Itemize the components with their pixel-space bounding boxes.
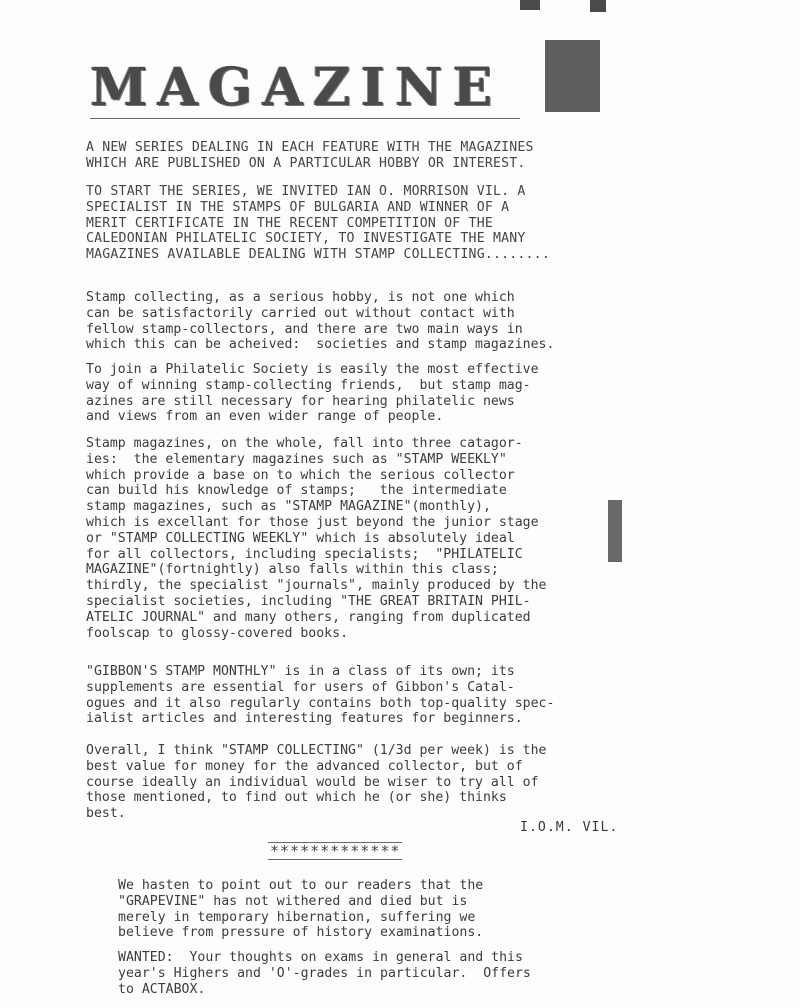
ink-smudge-top	[520, 0, 540, 10]
text-line: can build his knowledge of stamps; the intermediate	[86, 483, 507, 499]
text-line: way of winning stamp-collecting friends, but stamp mag-	[86, 377, 531, 393]
text-line: to ACTABOX.	[118, 981, 206, 997]
article-paragraph-4	[86, 664, 554, 727]
article-paragraph-3	[86, 436, 547, 641]
text-line: can be satisfactorily carried out without contact with	[86, 305, 515, 321]
article-paragraph-5	[86, 743, 547, 822]
text-line: Stamp collecting, as a serious hobby, is not one which	[86, 290, 515, 305]
text-line: which provide a base on to which the serious collector	[86, 467, 515, 483]
text-line: those mentioned, to find out which he (or she) thinks	[86, 790, 507, 806]
text-line: WHICH ARE PUBLISHED ON A PARTICULAR HOBBY OR INTEREST.	[86, 155, 526, 171]
section-divider: *************	[270, 842, 401, 860]
text-line: thirdly, the specialist "journals", mainly produced by the	[86, 578, 547, 594]
masthead-rule	[90, 118, 520, 119]
masthead-title: MAGAZINE	[90, 57, 503, 118]
text-line: SPECIALIST IN THE STAMPS OF BULGARIA AND WINNER OF A	[86, 199, 510, 215]
article-signature: I.O.M. VIL.	[520, 820, 619, 835]
article-paragraph-1	[86, 290, 554, 353]
text-line: course ideally an individual would be wiser to try all of	[86, 774, 539, 790]
note-paragraph-2	[118, 950, 531, 997]
text-line: MAGAZINE"(fortnightly) also falls within this class;	[86, 562, 499, 578]
article-paragraph-2	[86, 362, 539, 425]
text-line: "GIBBON'S STAMP MONTHLY" is in a class of its own; its	[86, 664, 515, 679]
text-line: To join a Philatelic Society is easily the most effective	[86, 362, 539, 377]
text-line: ATELIC JOURNAL" and many others, ranging from duplicated	[86, 609, 531, 625]
text-line: specialist societies, including "THE GREAT BRITAIN PHIL-	[86, 593, 531, 609]
text-line: A NEW SERIES DEALING IN EACH FEATURE WITH THE MAGAZINES	[86, 140, 534, 155]
text-line: MAGAZINES AVAILABLE DEALING WITH STAMP COLLECTING........	[86, 247, 550, 263]
text-line: year's Highers and 'O'-grades in particular. Offers	[118, 965, 531, 981]
text-line: Stamp magazines, on the whole, fall into three catagor-	[86, 436, 523, 451]
text-line: Overall, I think "STAMP COLLECTING" (1/3d per week) is the	[86, 743, 547, 758]
text-line: and views from an even wider range of people.	[86, 409, 444, 425]
text-line: WANTED: Your thoughts on exams in general and this	[118, 950, 523, 965]
text-line: supplements are essential for users of Gibbon's Catal-	[86, 679, 515, 695]
text-line: believe from pressure of history examinations.	[118, 925, 484, 941]
ink-smudge-top-right	[590, 0, 606, 12]
text-line: best value for money for the advanced collector, but of	[86, 758, 523, 774]
text-line: fellow stamp-collectors, and there are two main ways in	[86, 321, 523, 337]
text-line: ies: the elementary magazines such as "STAMP WEEKLY"	[86, 451, 507, 467]
text-line: "GRAPEVINE" has not withered and died but is	[118, 893, 468, 909]
text-line: best.	[86, 806, 126, 822]
text-line: stamp magazines, such as "STAMP MAGAZINE"(monthly),	[86, 499, 491, 515]
text-line: We hasten to point out to our readers that the	[118, 878, 484, 893]
text-line: for all collectors, including specialists; "PHILATELIC	[86, 546, 523, 562]
intro-paragraph-1	[86, 140, 534, 172]
ink-smudge-masthead	[545, 40, 600, 112]
text-line: merely in temporary hibernation, suffering we	[118, 909, 476, 925]
text-line: CALEDONIAN PHILATELIC SOCIETY, TO INVESTIGATE THE MANY	[86, 231, 526, 247]
text-line: azines are still necessary for hearing philatelic news	[86, 393, 515, 409]
text-line: TO START THE SERIES, WE INVITED IAN O. MORRISON VIL. A	[86, 184, 526, 199]
intro-paragraph-2	[86, 184, 550, 263]
note-paragraph-1	[118, 878, 483, 941]
text-line: or "STAMP COLLECTING WEEKLY" which is absolutely ideal	[86, 530, 515, 546]
ink-smudge-margin	[608, 500, 622, 562]
text-line: ogues and it also regularly contains both top-quality spec-	[86, 695, 555, 711]
text-line: ialist articles and interesting features for beginners.	[86, 711, 523, 727]
text-line: MERIT CERTIFICATE IN THE RECENT COMPETITION OF THE	[86, 215, 493, 231]
text-line: which this can be acheived: societies and stamp magazines.	[86, 337, 555, 353]
text-line: foolscap to glossy-covered books.	[86, 625, 349, 641]
text-line: which is excellant for those just beyond the junior stage	[86, 514, 539, 530]
